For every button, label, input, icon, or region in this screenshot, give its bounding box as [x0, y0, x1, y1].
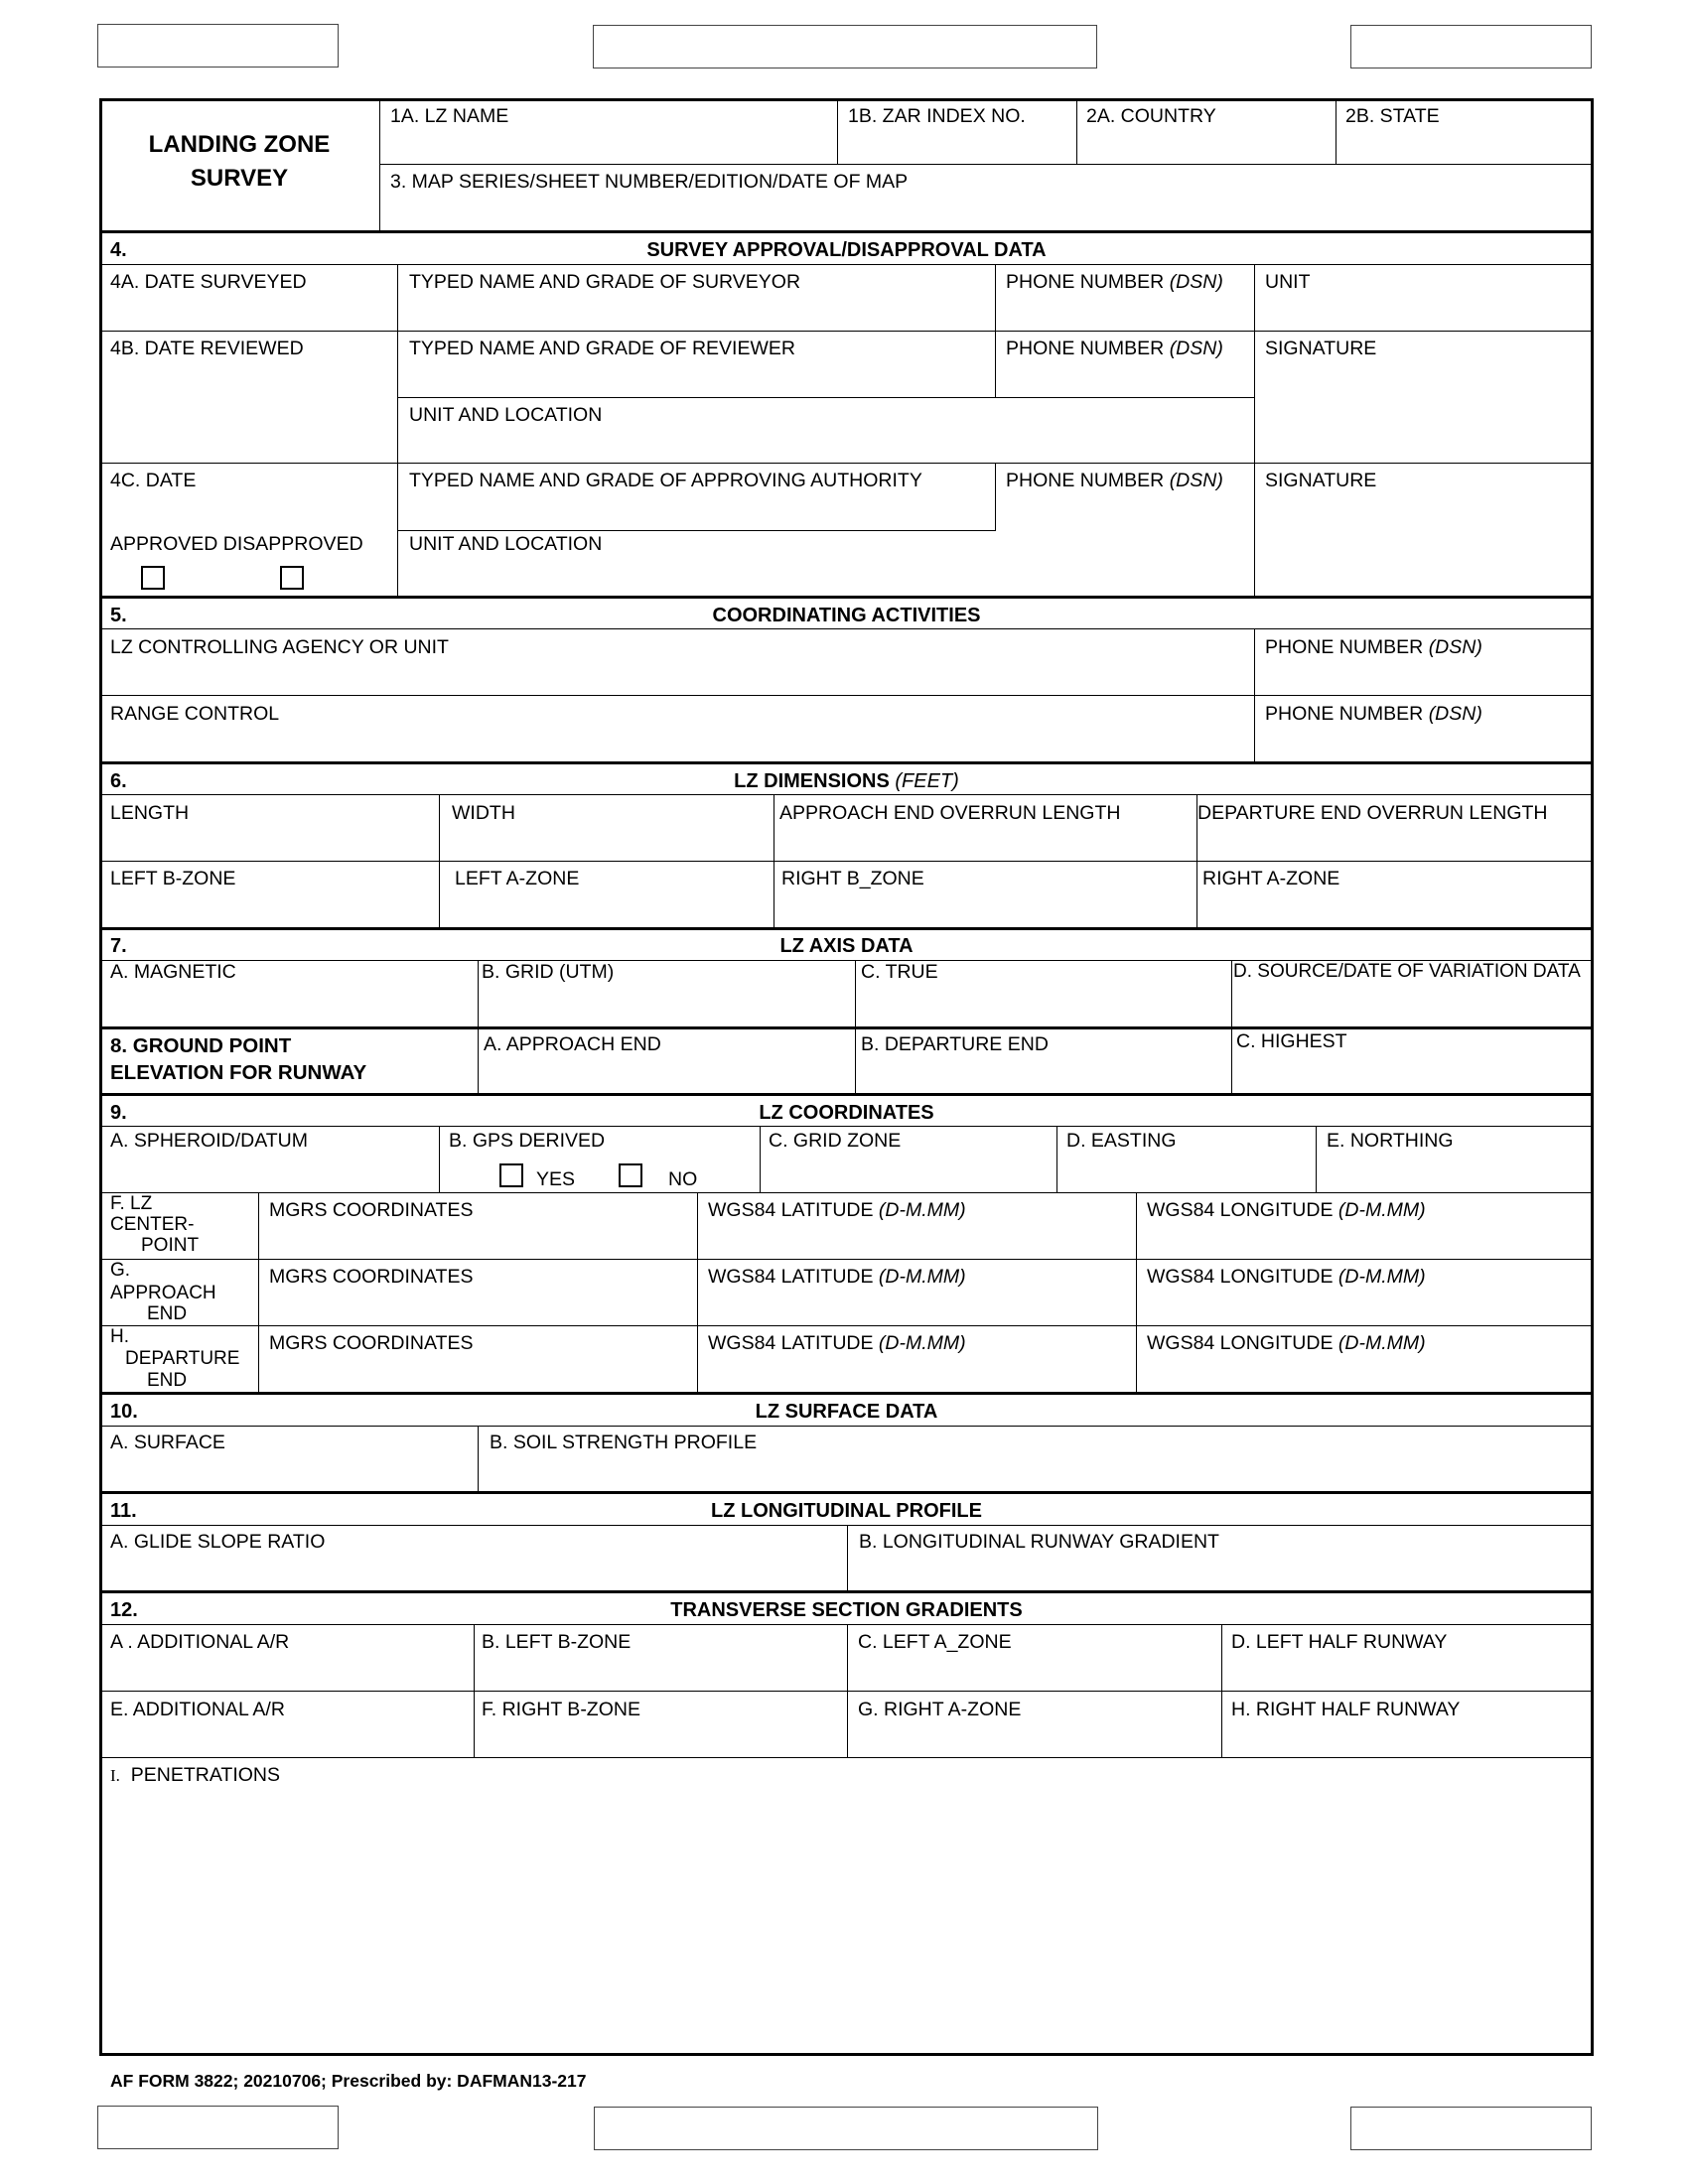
- range-control-label: RANGE CONTROL: [110, 703, 280, 725]
- row-f-latitude-label: WGS84 LATITUDE (D-M.MM): [708, 1199, 966, 1221]
- true-label: C. TRUE: [861, 961, 938, 983]
- divider: [99, 628, 1594, 629]
- grid-zone-label: C. GRID ZONE: [769, 1130, 902, 1152]
- right-azone-label: RIGHT A-ZONE: [1202, 868, 1340, 889]
- right-bzone-label: RIGHT B_ZONE: [781, 868, 924, 889]
- left-azone-gradient-label: C. LEFT A_ZONE: [858, 1631, 1012, 1653]
- highest-elevation-label: C. HIGHEST: [1236, 1030, 1347, 1052]
- section-9-number: 9.: [110, 1102, 127, 1124]
- row-h-label-line2: DEPARTURE: [125, 1348, 240, 1369]
- bottom-center-marking-box[interactable]: [594, 2107, 1098, 2150]
- surveyor-phone-label: PHONE NUMBER (DSN): [1006, 271, 1223, 293]
- divider: [99, 1192, 1594, 1193]
- approach-overrun-label: APPROACH END OVERRUN LENGTH: [779, 802, 1121, 824]
- approved-disapproved-label: APPROVED DISAPPROVED: [110, 533, 363, 555]
- magnetic-label: A. MAGNETIC: [110, 961, 236, 983]
- section-7-title: LZ AXIS DATA: [779, 935, 914, 957]
- disapproved-checkbox[interactable]: [280, 566, 304, 590]
- northing-label: E. NORTHING: [1327, 1130, 1454, 1152]
- row-g-label-line3: END: [147, 1303, 188, 1324]
- divider: [397, 264, 398, 597]
- top-right-marking-box[interactable]: [1350, 25, 1592, 68]
- section-12-number: 12.: [110, 1599, 138, 1621]
- divider: [837, 99, 838, 165]
- left-bzone-gradient-label: B. LEFT B-ZONE: [482, 1631, 632, 1653]
- penetrations-label: I. PENETRATIONS: [110, 1764, 281, 1786]
- reviewer-phone-label: PHONE NUMBER (DSN): [1006, 338, 1223, 359]
- divider: [995, 463, 996, 531]
- section-12-title: TRANSVERSE SECTION GRADIENTS: [670, 1599, 1023, 1621]
- form-footer: AF FORM 3822; 20210706; Prescribed by: DAFMAN13-217: [110, 2071, 587, 2091]
- section-9-title: LZ COORDINATES: [759, 1102, 934, 1124]
- divider: [99, 1426, 1594, 1427]
- divider: [379, 164, 1593, 165]
- divider: [1076, 99, 1077, 165]
- top-left-marking-box[interactable]: [97, 24, 339, 68]
- divider: [397, 397, 1255, 398]
- gps-no-checkbox[interactable]: [619, 1163, 642, 1187]
- divider: [99, 1126, 1594, 1127]
- divider: [258, 1192, 259, 1393]
- authority-signature-label: SIGNATURE: [1265, 470, 1377, 491]
- row-g-longitude-label: WGS84 LONGITUDE (D-M.MM): [1147, 1266, 1426, 1288]
- map-series-label: 3. MAP SERIES/SHEET NUMBER/EDITION/DATE OF MAP: [390, 171, 909, 193]
- divider: [99, 861, 1594, 862]
- glide-slope-label: A. GLIDE SLOPE RATIO: [110, 1531, 326, 1553]
- easting-label: D. EASTING: [1066, 1130, 1177, 1152]
- section-6-number: 6.: [110, 770, 127, 792]
- section-divider: [99, 1491, 1594, 1494]
- additional-ar-e-label: E. ADDITIONAL A/R: [110, 1699, 285, 1720]
- surface-label: A. SURFACE: [110, 1432, 225, 1453]
- section-8-title-line1: 8. GROUND POINT: [110, 1034, 292, 1057]
- row-h-latitude-label: WGS84 LATITUDE (D-M.MM): [708, 1332, 966, 1354]
- typed-reviewer-label: TYPED NAME AND GRADE OF REVIEWER: [409, 338, 795, 359]
- unit-label: UNIT: [1265, 271, 1311, 293]
- section-4-title: SURVEY APPROVAL/DISAPPROVAL DATA: [646, 239, 1047, 261]
- gps-derived-label: B. GPS DERIVED: [449, 1130, 606, 1152]
- variation-source-label: D. SOURCE/DATE OF VARIATION DATA: [1233, 961, 1581, 982]
- reviewer-signature-label: SIGNATURE: [1265, 338, 1377, 359]
- left-half-runway-label: D. LEFT HALF RUNWAY: [1231, 1631, 1448, 1653]
- gps-yes-checkbox[interactable]: [499, 1163, 523, 1187]
- divider: [697, 1192, 698, 1393]
- divider: [478, 1426, 479, 1492]
- divider: [99, 264, 1594, 265]
- row-g-label-line2: APPROACH: [110, 1283, 216, 1303]
- form-title-line2: SURVEY: [190, 165, 289, 192]
- departure-overrun-label: DEPARTURE END OVERRUN LENGTH: [1197, 802, 1548, 824]
- row-h-label-line3: END: [147, 1370, 188, 1391]
- divider: [99, 1691, 1594, 1692]
- typed-authority-label: TYPED NAME AND GRADE OF APPROVING AUTHORITY: [409, 470, 922, 491]
- left-azone-label: LEFT A-ZONE: [455, 868, 580, 889]
- divider: [847, 1525, 848, 1591]
- additional-ar-a-label: A . ADDITIONAL A/R: [110, 1631, 290, 1653]
- date-label: 4C. DATE: [110, 470, 197, 491]
- approved-checkbox[interactable]: [141, 566, 165, 590]
- date-surveyed-label: 4A. DATE SURVEYED: [110, 271, 307, 293]
- section-divider: [99, 1392, 1594, 1395]
- right-half-runway-label: H. RIGHT HALF RUNWAY: [1231, 1699, 1461, 1720]
- divider: [1316, 1126, 1317, 1193]
- state-label: 2B. STATE: [1345, 105, 1440, 127]
- country-label: 2A. COUNTRY: [1086, 105, 1216, 127]
- soil-strength-label: B. SOIL STRENGTH PROFILE: [490, 1432, 758, 1453]
- width-label: WIDTH: [452, 802, 515, 824]
- controlling-agency-label: LZ CONTROLLING AGENCY OR UNIT: [110, 636, 449, 658]
- right-azone-gradient-label: G. RIGHT A-ZONE: [858, 1699, 1022, 1720]
- section-divider: [99, 230, 1594, 233]
- row-f-label-line1: F. LZ: [110, 1193, 153, 1214]
- row-h-label-line1: H.: [110, 1326, 129, 1347]
- divider: [1136, 1192, 1137, 1393]
- section-divider: [99, 1590, 1594, 1593]
- bottom-right-marking-box[interactable]: [1350, 2107, 1592, 2150]
- form-title-line1: LANDING ZONE: [148, 131, 331, 158]
- divider: [99, 1325, 1594, 1326]
- bottom-left-marking-box[interactable]: [97, 2106, 339, 2149]
- lz-name-label: 1A. LZ NAME: [390, 105, 509, 127]
- divider: [99, 1757, 1594, 1758]
- section-8-title-line2: ELEVATION FOR RUNWAY: [110, 1061, 367, 1084]
- length-label: LENGTH: [110, 802, 190, 824]
- zar-index-label: 1B. ZAR INDEX NO.: [848, 105, 1026, 127]
- divider: [397, 530, 996, 531]
- runway-gradient-label: B. LONGITUDINAL RUNWAY GRADIENT: [859, 1531, 1219, 1553]
- divider: [99, 695, 1594, 696]
- divider: [1056, 1126, 1057, 1193]
- gps-no-label: NO: [668, 1168, 698, 1190]
- section-divider: [99, 596, 1594, 599]
- divider: [99, 1259, 1594, 1260]
- section-7-number: 7.: [110, 935, 127, 957]
- row-h-longitude-label: WGS84 LONGITUDE (D-M.MM): [1147, 1332, 1426, 1354]
- divider: [99, 463, 1594, 464]
- row-g-mgrs-label: MGRS COORDINATES: [269, 1266, 474, 1288]
- authority-phone-label: PHONE NUMBER (DSN): [1006, 470, 1223, 491]
- left-bzone-label: LEFT B-ZONE: [110, 868, 236, 889]
- approach-end-elevation-label: A. APPROACH END: [484, 1033, 661, 1055]
- grid-utm-label: B. GRID (UTM): [482, 961, 615, 983]
- section-6-title: LZ DIMENSIONS (FEET): [734, 770, 959, 792]
- authority-unit-location-label: UNIT AND LOCATION: [409, 533, 603, 555]
- range-control-phone-label: PHONE NUMBER (DSN): [1265, 703, 1482, 725]
- row-g-label-line1: G.: [110, 1260, 131, 1281]
- divider: [760, 1126, 761, 1193]
- right-bzone-gradient-label: F. RIGHT B-ZONE: [482, 1699, 640, 1720]
- section-5-number: 5.: [110, 605, 127, 626]
- divider: [1254, 264, 1255, 597]
- controlling-phone-label: PHONE NUMBER (DSN): [1265, 636, 1482, 658]
- divider: [379, 99, 380, 231]
- divider: [99, 331, 1594, 332]
- section-divider: [99, 927, 1594, 930]
- top-center-marking-box[interactable]: [593, 25, 1097, 68]
- spheroid-datum-label: A. SPHEROID/DATUM: [110, 1130, 308, 1152]
- row-h-mgrs-label: MGRS COORDINATES: [269, 1332, 474, 1354]
- row-g-latitude-label: WGS84 LATITUDE (D-M.MM): [708, 1266, 966, 1288]
- section-11-title: LZ LONGITUDINAL PROFILE: [711, 1500, 982, 1522]
- section-4-number: 4.: [110, 239, 127, 261]
- departure-end-elevation-label: B. DEPARTURE END: [861, 1033, 1049, 1055]
- gps-yes-label: YES: [536, 1168, 576, 1190]
- section-10-title: LZ SURFACE DATA: [755, 1401, 938, 1423]
- row-f-label-line3: POINT: [141, 1235, 200, 1256]
- section-divider: [99, 761, 1594, 764]
- typed-surveyor-label: TYPED NAME AND GRADE OF SURVEYOR: [409, 271, 801, 293]
- row-f-label-line2: CENTER-: [110, 1214, 195, 1235]
- section-5-title: COORDINATING ACTIVITIES: [712, 605, 981, 626]
- section-divider: [99, 1093, 1594, 1096]
- row-f-longitude-label: WGS84 LONGITUDE (D-M.MM): [1147, 1199, 1426, 1221]
- reviewer-unit-location-label: UNIT AND LOCATION: [409, 404, 603, 426]
- section-divider: [99, 1026, 1594, 1029]
- row-f-mgrs-label: MGRS COORDINATES: [269, 1199, 474, 1221]
- divider: [99, 794, 1594, 795]
- date-reviewed-label: 4B. DATE REVIEWED: [110, 338, 304, 359]
- section-11-number: 11.: [110, 1500, 137, 1522]
- divider: [439, 1126, 440, 1193]
- penetrations-field[interactable]: [102, 1759, 1591, 2053]
- section-10-number: 10.: [110, 1401, 138, 1423]
